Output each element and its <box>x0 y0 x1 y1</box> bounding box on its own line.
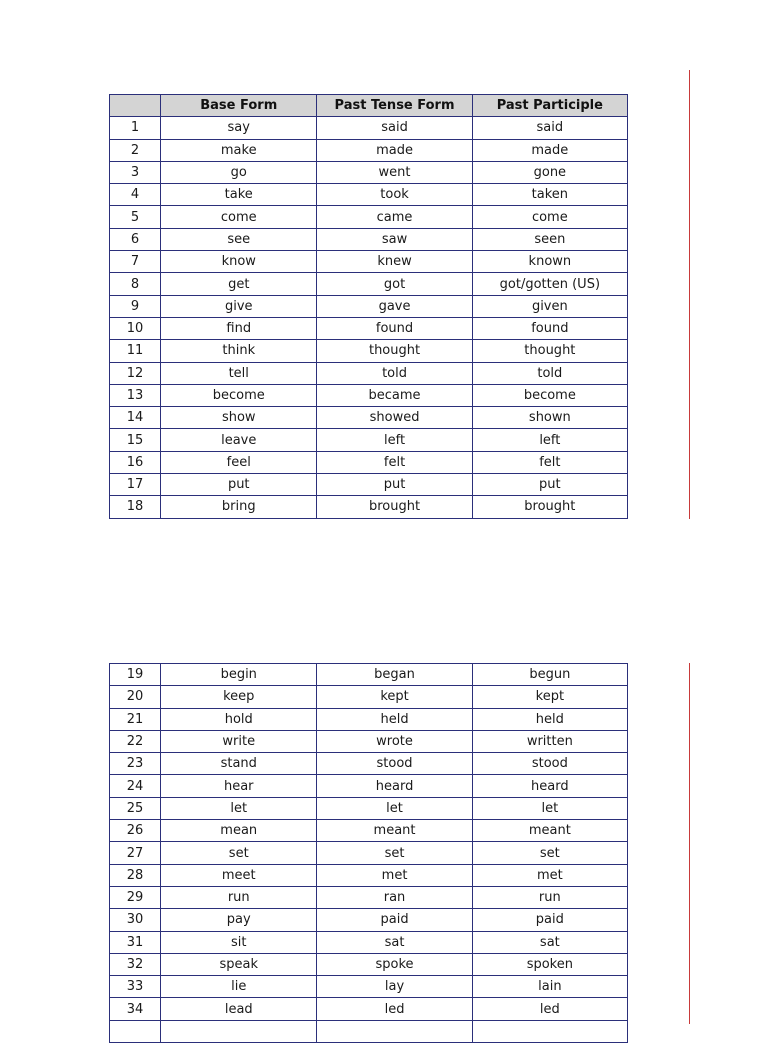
cell-number: 11 <box>110 340 161 362</box>
cell-base-form: sit <box>161 931 317 953</box>
cell-base-form: keep <box>161 686 317 708</box>
cell-past-participle: said <box>472 117 627 139</box>
cell-past-participle: seen <box>472 228 627 250</box>
cell-base-form: mean <box>161 820 317 842</box>
cell-past-tense: led <box>317 998 472 1020</box>
cell-number: 3 <box>110 161 161 183</box>
table-row <box>110 474 628 496</box>
cell-base-form: stand <box>161 753 317 775</box>
cell-past-tense: found <box>317 317 472 339</box>
cell-past-participle: found <box>472 317 627 339</box>
table-row <box>110 273 628 295</box>
cell-number: 10 <box>110 317 161 339</box>
cell-past-tense: saw <box>317 228 472 250</box>
cell-past-participle: taken <box>472 184 627 206</box>
cell-past-tense: showed <box>317 407 472 429</box>
cell-number: 30 <box>110 909 161 931</box>
cell-number: 26 <box>110 820 161 842</box>
cell-number: 33 <box>110 976 161 998</box>
cell-number: 19 <box>110 664 161 686</box>
cell-past-tense: meant <box>317 820 472 842</box>
cell-past-tense: gave <box>317 295 472 317</box>
cell-base-form: let <box>161 797 317 819</box>
cell-past-participle: known <box>472 251 627 273</box>
cell-base-form: run <box>161 886 317 908</box>
cell-past-participle: begun <box>472 664 627 686</box>
cell-past-tense: lay <box>317 976 472 998</box>
header-past-participle: Past Participle <box>472 95 627 117</box>
cell-base-form: show <box>161 407 317 429</box>
cell-past-tense: paid <box>317 909 472 931</box>
cell-base-form: bring <box>161 496 317 518</box>
cell-past-participle: run <box>472 886 627 908</box>
cell-past-participle: met <box>472 864 627 886</box>
cell-base-form: put <box>161 474 317 496</box>
table-row <box>110 117 628 139</box>
cell-base-form: hold <box>161 708 317 730</box>
cell-number: 12 <box>110 362 161 384</box>
table-row <box>110 686 628 708</box>
table-row <box>110 429 628 451</box>
table-row <box>110 730 628 752</box>
cell-past-tense: went <box>317 161 472 183</box>
table-row <box>110 362 628 384</box>
table-row <box>110 664 628 686</box>
cell-past-participle: put <box>472 474 627 496</box>
table-row <box>110 820 628 842</box>
cell-number: 22 <box>110 730 161 752</box>
cell-base-form: find <box>161 317 317 339</box>
header-past-tense-form: Past Tense Form <box>317 95 472 117</box>
cell-past-tense: put <box>317 474 472 496</box>
cell-base-form: get <box>161 273 317 295</box>
table-row <box>110 161 628 183</box>
page-margin-line-bottom <box>689 663 690 1024</box>
cell-past-tense: heard <box>317 775 472 797</box>
table-row <box>110 931 628 953</box>
table-row <box>110 976 628 998</box>
cell-past-participle: heard <box>472 775 627 797</box>
cell-past-participle: made <box>472 139 627 161</box>
cell-number: 1 <box>110 117 161 139</box>
irregular-verbs-table-1 <box>109 94 628 519</box>
cell-number: 13 <box>110 384 161 406</box>
cell-base-form: leave <box>161 429 317 451</box>
cell-past-participle: shown <box>472 407 627 429</box>
cell-number: 25 <box>110 797 161 819</box>
cell-number: 15 <box>110 429 161 451</box>
cell-number: 20 <box>110 686 161 708</box>
cell-base-form: know <box>161 251 317 273</box>
cell-number: 4 <box>110 184 161 206</box>
table-row <box>110 317 628 339</box>
cell-past-tense: held <box>317 708 472 730</box>
cell-base-form: speak <box>161 953 317 975</box>
cell-base-form: write <box>161 730 317 752</box>
table-row <box>110 407 628 429</box>
cell-base-form: feel <box>161 451 317 473</box>
cell-past-participle: led <box>472 998 627 1020</box>
cell-past-tense: took <box>317 184 472 206</box>
cell-base-form: lie <box>161 976 317 998</box>
cell-past-participle: lain <box>472 976 627 998</box>
cell-base-form: hear <box>161 775 317 797</box>
cell-past-tense: felt <box>317 451 472 473</box>
cell-base-form: go <box>161 161 317 183</box>
cell-base-form: meet <box>161 864 317 886</box>
cell-past-participle: paid <box>472 909 627 931</box>
cell-past-tense: brought <box>317 496 472 518</box>
cell-past-tense: knew <box>317 251 472 273</box>
table-row <box>110 775 628 797</box>
table-row <box>110 384 628 406</box>
table-row <box>110 753 628 775</box>
cell-number: 9 <box>110 295 161 317</box>
cell-past-participle: felt <box>472 451 627 473</box>
cell-number: 2 <box>110 139 161 161</box>
cell-number: 16 <box>110 451 161 473</box>
table-row <box>110 139 628 161</box>
header-base-form: Base Form <box>161 95 317 117</box>
cell-past-tense: let <box>317 797 472 819</box>
cell-past-participle: become <box>472 384 627 406</box>
cell-past-tense: said <box>317 117 472 139</box>
cell-number: 34 <box>110 998 161 1020</box>
cell-past-participle: sat <box>472 931 627 953</box>
cell-number: 14 <box>110 407 161 429</box>
table-row <box>110 295 628 317</box>
cell-number: 23 <box>110 753 161 775</box>
cell-past-participle: meant <box>472 820 627 842</box>
cell-number: 17 <box>110 474 161 496</box>
cell-number: 8 <box>110 273 161 295</box>
cell-past-participle: come <box>472 206 627 228</box>
cell-past-participle: brought <box>472 496 627 518</box>
table-row <box>110 228 628 250</box>
irregular-verbs-table-2 <box>109 663 628 1043</box>
cell-past-tense: got <box>317 273 472 295</box>
cell-number: 6 <box>110 228 161 250</box>
cell-past-tense: came <box>317 206 472 228</box>
page-margin-line-top <box>689 70 690 519</box>
header-number <box>110 95 161 117</box>
cell-number: 27 <box>110 842 161 864</box>
cell-past-tense: set <box>317 842 472 864</box>
cell-number: 7 <box>110 251 161 273</box>
cell-base-form: tell <box>161 362 317 384</box>
cell-base-form: become <box>161 384 317 406</box>
table-row <box>110 340 628 362</box>
table-row <box>110 864 628 886</box>
cell-past-participle: given <box>472 295 627 317</box>
cell-number: 28 <box>110 864 161 886</box>
table-row <box>110 998 628 1020</box>
table-row <box>110 496 628 518</box>
cell-past-tense: kept <box>317 686 472 708</box>
cell-past-participle: gone <box>472 161 627 183</box>
cell-past-tense: wrote <box>317 730 472 752</box>
cell-past-participle: told <box>472 362 627 384</box>
cell-base-form: say <box>161 117 317 139</box>
cell-base-form: make <box>161 139 317 161</box>
cell-number: 24 <box>110 775 161 797</box>
cell-past-participle: left <box>472 429 627 451</box>
cell-past-participle: spoken <box>472 953 627 975</box>
table-row <box>110 451 628 473</box>
cell-number: 5 <box>110 206 161 228</box>
table-row <box>110 206 628 228</box>
cell-past-tense: told <box>317 362 472 384</box>
table-header-row <box>110 95 628 117</box>
cell-past-tense: began <box>317 664 472 686</box>
cell-number: 31 <box>110 931 161 953</box>
cell-past-tense: made <box>317 139 472 161</box>
table-row <box>110 842 628 864</box>
table-row <box>110 251 628 273</box>
cell-base-form: come <box>161 206 317 228</box>
cell-past-tense: thought <box>317 340 472 362</box>
cell-past-tense: stood <box>317 753 472 775</box>
cell-base-form: set <box>161 842 317 864</box>
cell-past-participle: got/gotten (US) <box>472 273 627 295</box>
cell-past-tense: became <box>317 384 472 406</box>
cell-past-tense: ran <box>317 886 472 908</box>
cell-number: 32 <box>110 953 161 975</box>
table-row <box>110 886 628 908</box>
cell-past-participle: set <box>472 842 627 864</box>
table-row <box>110 708 628 730</box>
table-row <box>110 797 628 819</box>
cell-past-participle: held <box>472 708 627 730</box>
cell-past-participle: kept <box>472 686 627 708</box>
cell-past-tense: met <box>317 864 472 886</box>
cell-number: 21 <box>110 708 161 730</box>
cell-base-form: take <box>161 184 317 206</box>
cell-base-form: think <box>161 340 317 362</box>
cell-base-form: give <box>161 295 317 317</box>
cell-past-participle: thought <box>472 340 627 362</box>
cell-past-participle: let <box>472 797 627 819</box>
cell-base-form: see <box>161 228 317 250</box>
cell-past-tense: sat <box>317 931 472 953</box>
cell-past-participle: written <box>472 730 627 752</box>
cell-number: 29 <box>110 886 161 908</box>
cell-past-tense: spoke <box>317 953 472 975</box>
cell-base-form: begin <box>161 664 317 686</box>
cell-past-tense: left <box>317 429 472 451</box>
table-row <box>110 184 628 206</box>
cell-number: 18 <box>110 496 161 518</box>
cell-base-form: lead <box>161 998 317 1020</box>
table-row <box>110 909 628 931</box>
cell-past-participle: stood <box>472 753 627 775</box>
cell-base-form: pay <box>161 909 317 931</box>
table-row <box>110 953 628 975</box>
